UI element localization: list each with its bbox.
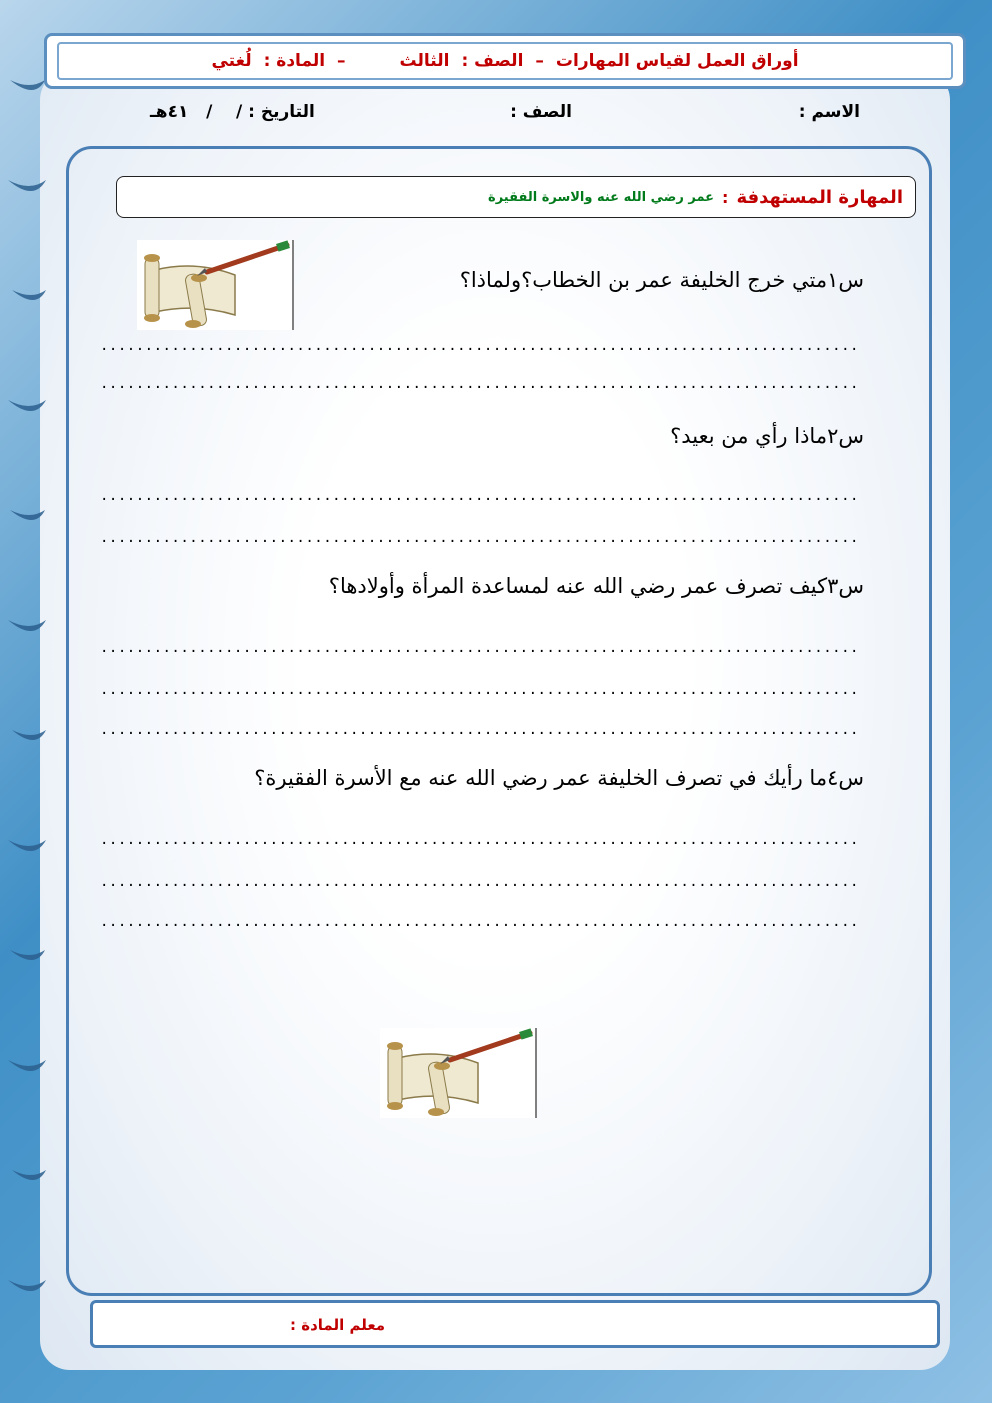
date-label: التاريخ :	[248, 102, 315, 122]
answer-line[interactable]	[100, 528, 860, 548]
skill-value: عمر رضي الله عنه والاسرة الفقيرة	[488, 189, 715, 205]
header-dash: –	[535, 51, 544, 71]
footer-box	[90, 1300, 940, 1348]
skill-colon: :	[722, 187, 729, 207]
header-subject-value: لُغتي	[211, 51, 252, 71]
name-label: الاسم :	[798, 102, 860, 122]
answer-line[interactable]	[100, 720, 860, 740]
date-value: / / ٤١هـ	[150, 102, 243, 122]
student-info-row	[120, 92, 860, 132]
answer-line[interactable]	[100, 872, 860, 892]
answer-line[interactable]	[100, 336, 860, 356]
header-title: أوراق العمل لقياس المهارات	[555, 51, 799, 71]
header-dash-2: –	[337, 51, 346, 71]
answer-line[interactable]	[100, 680, 860, 700]
header-grade-value: الثالث	[399, 51, 450, 71]
header-banner	[44, 33, 966, 89]
answer-line[interactable]	[100, 486, 860, 506]
header-title-row	[57, 42, 953, 80]
question-4: س٤ما رأيك في تصرف الخليفة عمر رضي الله عنه مع الأسرة الفقيرة؟	[254, 766, 864, 790]
class-label: الصف :	[510, 102, 572, 122]
question-3: س٣كيف تصرف عمر رضي الله عنه لمساعدة المرأة وأولادها؟	[328, 574, 864, 598]
target-skill-box	[116, 176, 916, 218]
left-border-decoration	[0, 0, 70, 1403]
scroll-quill-image	[137, 240, 294, 330]
teacher-label: معلم المادة :	[290, 1316, 386, 1334]
scroll-quill-image	[380, 1028, 537, 1118]
question-2: س٢ماذا رأي من بعيد؟	[670, 424, 864, 448]
header-grade-label: الصف :	[461, 51, 524, 71]
answer-line[interactable]	[100, 830, 860, 850]
skill-label: المهارة المستهدفة	[736, 186, 903, 208]
header-subject-label: المادة :	[263, 51, 326, 71]
answer-line[interactable]	[100, 374, 860, 394]
question-1: س١متي خرج الخليفة عمر بن الخطاب؟ولماذا؟	[459, 268, 864, 292]
date-field	[150, 102, 315, 122]
answer-line[interactable]	[100, 912, 860, 932]
answer-line[interactable]	[100, 638, 860, 658]
